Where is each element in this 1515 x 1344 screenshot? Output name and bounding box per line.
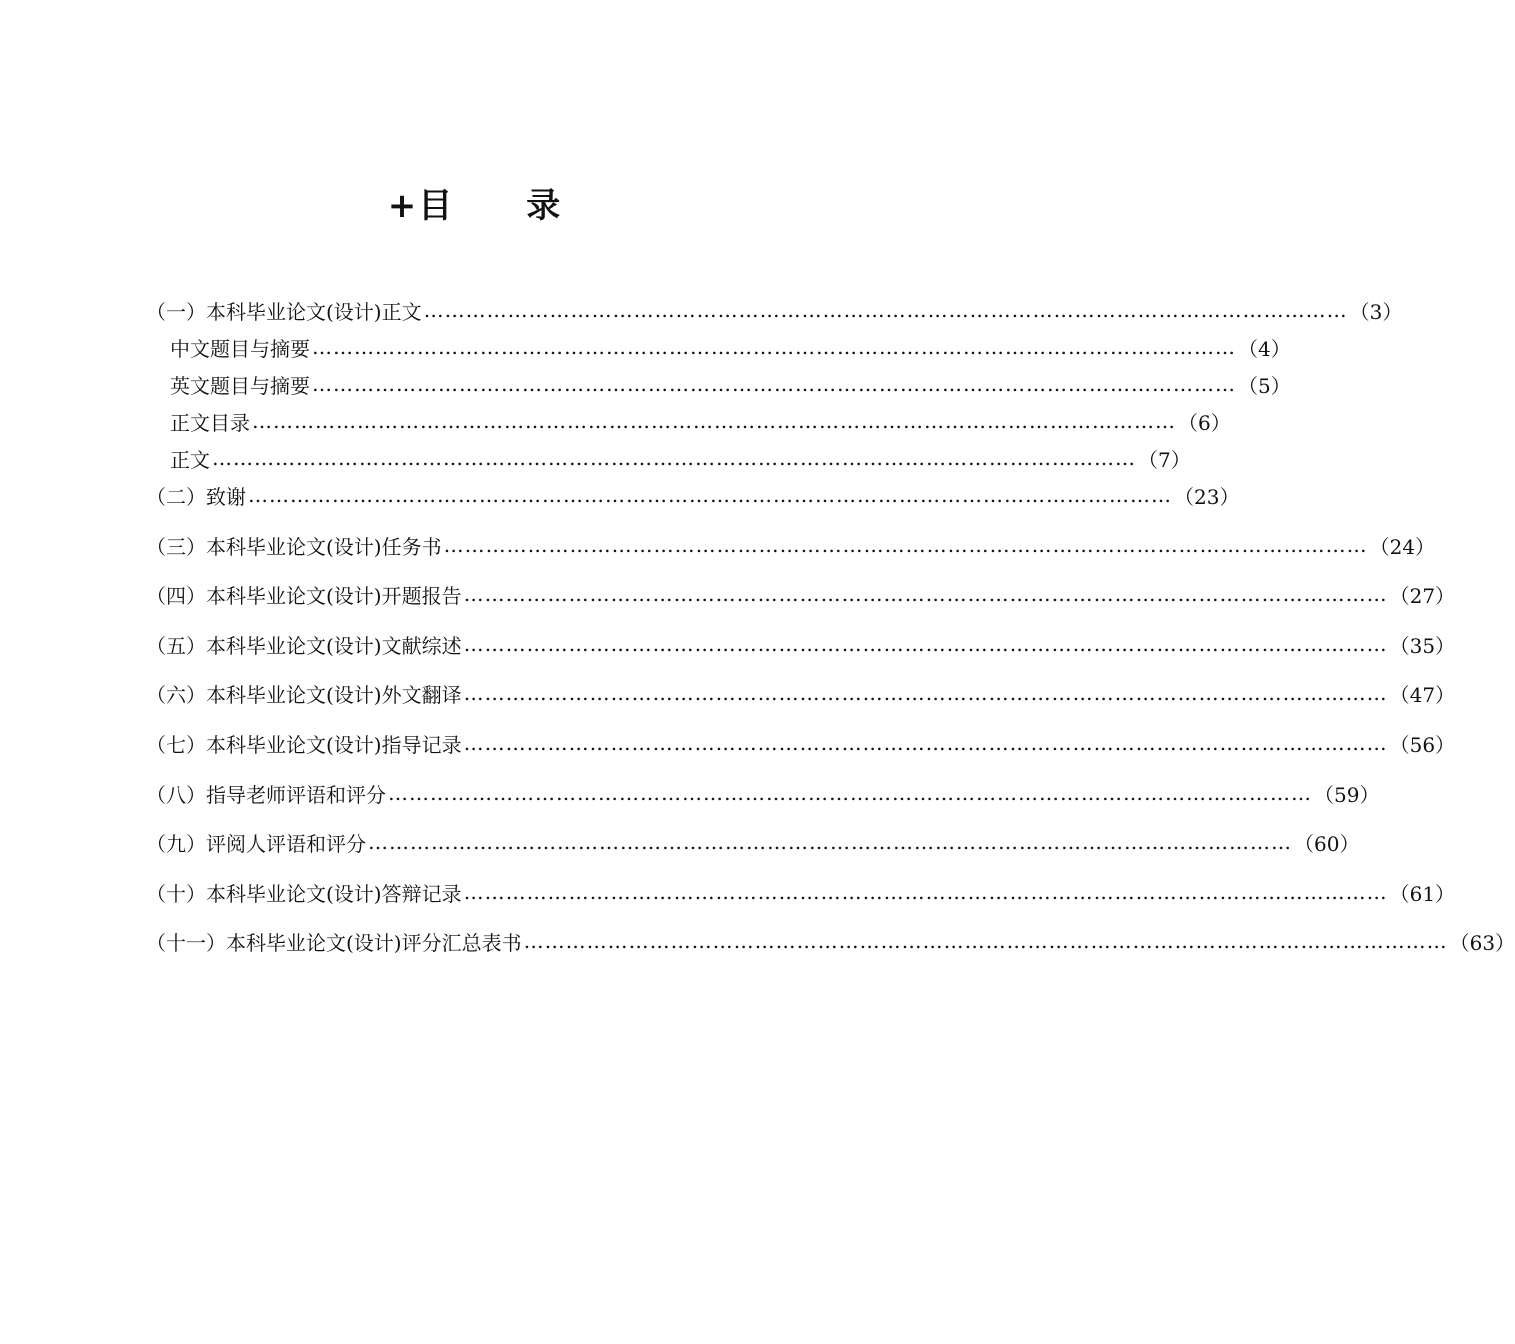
- dot-leader: ……………………………………………………………………………………………………………………: [423, 298, 1348, 322]
- dot-leader: ……………………………………………………………………………………………………………………: [388, 781, 1312, 805]
- toc-entry-label: （五）本科毕业论文(设计)文献综述: [146, 633, 462, 658]
- toc-entry[interactable]: [146, 579, 1456, 609]
- dot-leader: ……………………………………………………………………………………………………………………: [523, 929, 1448, 953]
- toc-entry-label: 正文: [170, 447, 210, 472]
- toc-entry-page: （61）: [1389, 881, 1456, 906]
- dot-leader: ……………………………………………………………………………………………………………………: [368, 830, 1292, 854]
- toc-entry-label: （七）本科毕业论文(设计)指导记录: [146, 732, 462, 757]
- dot-leader: ……………………………………………………………………………………………………………………: [463, 880, 1388, 904]
- toc-entry[interactable]: [170, 369, 1291, 399]
- toc-entry-page: （60）: [1294, 831, 1360, 856]
- toc-entry[interactable]: [146, 295, 1403, 325]
- toc-entry[interactable]: [170, 443, 1191, 473]
- toc-entry[interactable]: [146, 629, 1456, 659]
- toc-entry-page: （4）: [1238, 336, 1291, 361]
- toc-entry-label: 中文题目与摘要: [170, 336, 310, 361]
- toc-entry-page: （3）: [1349, 299, 1403, 324]
- toc-entry-page: （56）: [1389, 732, 1456, 757]
- toc-entry[interactable]: [146, 728, 1456, 758]
- toc-entry-page: （35）: [1389, 633, 1456, 658]
- toc-entry-label: （六）本科毕业论文(设计)外文翻译: [146, 682, 462, 707]
- toc-entry[interactable]: [146, 926, 1515, 956]
- toc-entry-page: （23）: [1174, 484, 1240, 509]
- dot-leader: ……………………………………………………………………………………………………………………: [312, 372, 1236, 396]
- toc-entry[interactable]: [146, 877, 1456, 907]
- toc-entry-page: （24）: [1369, 534, 1436, 559]
- toc-entry-label: （三）本科毕业论文(设计)任务书: [146, 534, 442, 559]
- toc-entry-label: （四）本科毕业论文(设计)开题报告: [146, 583, 462, 608]
- toc-entry[interactable]: [146, 778, 1380, 808]
- dot-leader: ……………………………………………………………………………………………………………………: [312, 335, 1236, 359]
- toc-entry-page: （47）: [1389, 682, 1456, 707]
- toc-entry-label: （十一）本科毕业论文(设计)评分汇总表书: [146, 930, 522, 955]
- dot-leader: ……………………………………………………………………………………………………………………: [252, 409, 1176, 433]
- dot-leader: ……………………………………………………………………………………………………………………: [463, 681, 1388, 705]
- toc-entry-label: （一）本科毕业论文(设计)正文: [146, 299, 422, 324]
- toc-entry-page: （63）: [1449, 930, 1515, 955]
- toc-entry-page: （6）: [1178, 410, 1231, 435]
- toc-entry[interactable]: [170, 332, 1291, 362]
- dot-leader: ……………………………………………………………………………………………………………………: [463, 632, 1388, 656]
- toc-entry-label: （九）评阅人评语和评分: [146, 831, 366, 856]
- toc-entry-label: （二）致谢: [146, 484, 246, 509]
- dot-leader: ……………………………………………………………………………………………………………………: [463, 582, 1388, 606]
- toc-entry-page: （59）: [1314, 782, 1380, 807]
- toc-entry[interactable]: [146, 678, 1456, 708]
- toc-entry-page: （27）: [1389, 583, 1456, 608]
- toc-entry-label: （八）指导老师评语和评分: [146, 782, 386, 807]
- toc-entry-page: （5）: [1238, 373, 1291, 398]
- toc-entry[interactable]: [146, 530, 1436, 560]
- toc-entry-label: 正文目录: [170, 410, 250, 435]
- dot-leader: ……………………………………………………………………………………………………………………: [248, 483, 1172, 507]
- dot-leader: ……………………………………………………………………………………………………………………: [463, 731, 1388, 755]
- toc-entry[interactable]: [146, 827, 1360, 857]
- page-title: +目 录: [387, 186, 563, 226]
- toc-entry[interactable]: [146, 480, 1240, 510]
- toc-entry-label: 英文题目与摘要: [170, 373, 310, 398]
- dot-leader: ……………………………………………………………………………………………………………………: [212, 446, 1136, 470]
- dot-leader: ……………………………………………………………………………………………………………………: [443, 533, 1368, 557]
- toc-entry-page: （7）: [1138, 447, 1191, 472]
- toc-entry-label: （十）本科毕业论文(设计)答辩记录: [146, 881, 462, 906]
- toc-entry[interactable]: [170, 406, 1231, 436]
